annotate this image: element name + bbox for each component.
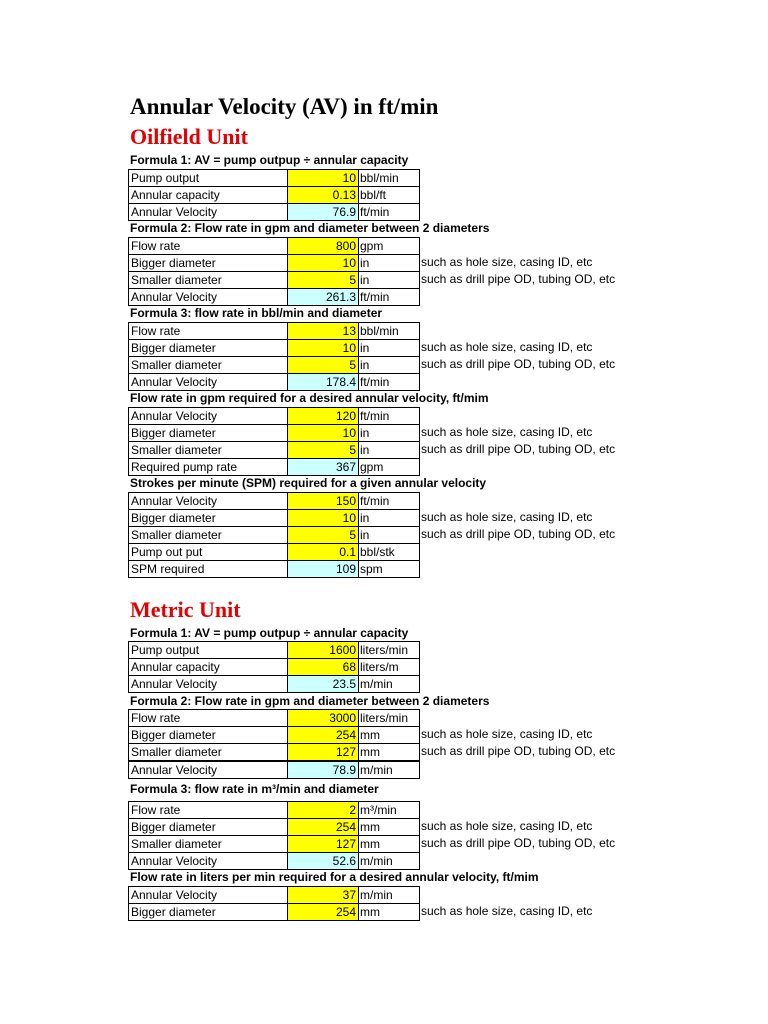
result-cell: 23.5 (287, 675, 359, 693)
input-cell[interactable]: 127 (287, 835, 359, 853)
unit-cell: ft/min (358, 407, 420, 425)
metric-section-title: Metric Unit (130, 597, 241, 622)
row-label: Bigger diameter (128, 254, 290, 272)
unit-cell: in (358, 339, 420, 357)
unit-cell: mm (358, 903, 420, 921)
table-row (128, 675, 728, 692)
table-row (128, 492, 728, 509)
input-cell[interactable]: 3000 (287, 709, 359, 727)
table-row (128, 288, 728, 305)
row-label: Annular capacity (128, 186, 290, 204)
table-row (128, 709, 728, 726)
unit-cell: spm (358, 560, 420, 578)
row-note: such as drill pipe OD, tubing OD, etc (421, 442, 616, 456)
row-note: such as drill pipe OD, tubing OD, etc (421, 836, 616, 850)
input-cell[interactable]: 120 (287, 407, 359, 425)
result-cell: 178.4 (287, 373, 359, 391)
row-label: Annular Velocity (128, 675, 290, 693)
unit-cell: mm (358, 835, 420, 853)
input-cell[interactable]: 10 (287, 169, 359, 187)
row-label: Flow rate (128, 801, 290, 819)
row-label: Flow rate (128, 709, 290, 727)
row-label: Annular Velocity (128, 203, 290, 221)
row-note: such as drill pipe OD, tubing OD, etc (421, 272, 616, 286)
oilfield-formula4-heading: Flow rate in gpm required for a desired annular velocity, ft/mim (130, 391, 489, 405)
row-label: Bigger diameter (128, 509, 290, 527)
table-row (128, 271, 728, 288)
metric-formula2-heading: Formula 2: Flow rate in gpm and diameter between 2 diameters (130, 694, 490, 708)
unit-cell: liters/min (358, 641, 420, 659)
input-cell[interactable]: 0.13 (287, 186, 359, 204)
row-label: Smaller diameter (128, 441, 290, 459)
page-title: Annular Velocity (AV) in ft/min (130, 94, 439, 119)
unit-cell: in (358, 424, 420, 442)
unit-cell: bbl/ft (358, 186, 420, 204)
unit-cell: m³/min (358, 801, 420, 819)
row-note: such as hole size, casing ID, etc (421, 340, 593, 354)
unit-cell: liters/m (358, 658, 420, 676)
input-cell[interactable]: 254 (287, 903, 359, 921)
input-cell[interactable]: 5 (287, 526, 359, 544)
table-row (128, 761, 728, 778)
result-cell: 78.9 (287, 761, 359, 779)
metric-formula3-heading: Formula 3: flow rate in m³/min and diameter (130, 782, 379, 796)
table-row (128, 818, 728, 835)
input-cell[interactable]: 37 (287, 886, 359, 904)
table-row (128, 726, 728, 743)
row-label: Annular Velocity (128, 761, 290, 779)
row-label: Annular Velocity (128, 852, 290, 870)
unit-cell: in (358, 526, 420, 544)
row-label: Smaller diameter (128, 526, 290, 544)
input-cell[interactable]: 68 (287, 658, 359, 676)
input-cell[interactable]: 2 (287, 801, 359, 819)
row-label: Annular capacity (128, 658, 290, 676)
metric-formula1-heading: Formula 1: AV = pump outpup ÷ annular capacity (130, 626, 409, 640)
table-row (128, 801, 728, 818)
input-cell[interactable]: 800 (287, 237, 359, 255)
row-label: Smaller diameter (128, 271, 290, 289)
row-label: Smaller diameter (128, 835, 290, 853)
table-row (128, 886, 728, 903)
unit-cell: ft/min (358, 288, 420, 306)
table-row (128, 641, 728, 658)
table-row (128, 356, 728, 373)
input-cell[interactable]: 5 (287, 356, 359, 374)
unit-cell: in (358, 356, 420, 374)
result-cell: 261.3 (287, 288, 359, 306)
unit-cell: bbl/stk (358, 543, 420, 561)
unit-cell: in (358, 271, 420, 289)
table-row (128, 852, 728, 869)
unit-cell: liters/min (358, 709, 420, 727)
unit-cell: in (358, 441, 420, 459)
unit-cell: m/min (358, 886, 420, 904)
input-cell[interactable]: 254 (287, 726, 359, 744)
table-row (128, 658, 728, 675)
input-cell[interactable]: 127 (287, 743, 359, 761)
row-label: Pump out put (128, 543, 290, 561)
table-row (128, 186, 728, 203)
row-note: such as drill pipe OD, tubing OD, etc (421, 744, 616, 758)
row-label: Annular Velocity (128, 407, 290, 425)
result-cell: 52.6 (287, 852, 359, 870)
oilfield-formula3-heading: Formula 3: flow rate in bbl/min and diameter (130, 306, 383, 320)
unit-cell: gpm (358, 237, 420, 255)
oilfield-formula2-heading: Formula 2: Flow rate in gpm and diameter between 2 diameters (130, 221, 490, 235)
unit-cell: m/min (358, 675, 420, 693)
row-label: SPM required (128, 560, 290, 578)
table-row (128, 560, 728, 577)
row-label: Bigger diameter (128, 424, 290, 442)
table-row (128, 526, 728, 543)
unit-cell: m/min (358, 761, 420, 779)
row-note: such as hole size, casing ID, etc (421, 425, 593, 439)
result-cell: 76.9 (287, 203, 359, 221)
result-cell: 109 (287, 560, 359, 578)
unit-cell: mm (358, 726, 420, 744)
unit-cell: ft/min (358, 203, 420, 221)
input-cell[interactable]: 254 (287, 818, 359, 836)
unit-cell: ft/min (358, 492, 420, 510)
row-label: Flow rate (128, 322, 290, 340)
row-note: such as drill pipe OD, tubing OD, etc (421, 527, 616, 541)
table-row (128, 407, 728, 424)
metric-formula4-heading: Flow rate in liters per min required for a desired annular velocity, ft/mim (130, 870, 539, 884)
table-row (128, 203, 728, 220)
table-row (128, 835, 728, 852)
table-row (128, 322, 728, 339)
row-note: such as drill pipe OD, tubing OD, etc (421, 357, 616, 371)
table-row (128, 373, 728, 390)
oilfield-section-title: Oilfield Unit (130, 124, 248, 149)
row-note: such as hole size, casing ID, etc (421, 727, 593, 741)
table-row (128, 339, 728, 356)
table-row (128, 543, 728, 560)
row-label: Annular Velocity (128, 886, 290, 904)
oilfield-formula5-heading: Strokes per minute (SPM) required for a given annular velocity (130, 476, 487, 490)
unit-cell: bbl/min (358, 322, 420, 340)
unit-cell: mm (358, 743, 420, 761)
table-row (128, 424, 728, 441)
row-label: Annular Velocity (128, 373, 290, 391)
input-cell[interactable]: 150 (287, 492, 359, 510)
input-cell[interactable]: 5 (287, 271, 359, 289)
row-label: Required pump rate (128, 458, 290, 476)
row-note: such as hole size, casing ID, etc (421, 510, 593, 524)
input-cell[interactable]: 10 (287, 254, 359, 272)
oilfield-formula1-heading: Formula 1: AV = pump outpup ÷ annular capacity (130, 153, 409, 167)
table-row (128, 458, 728, 475)
input-cell[interactable]: 10 (287, 509, 359, 527)
input-cell[interactable]: 10 (287, 339, 359, 357)
row-label: Bigger diameter (128, 726, 290, 744)
result-cell: 367 (287, 458, 359, 476)
table-row (128, 169, 728, 186)
table-row (128, 509, 728, 526)
row-label: Bigger diameter (128, 903, 290, 921)
row-label: Smaller diameter (128, 743, 290, 761)
unit-cell: m/min (358, 852, 420, 870)
table-row (128, 254, 728, 271)
input-cell[interactable]: 0.1 (287, 543, 359, 561)
row-label: Bigger diameter (128, 339, 290, 357)
row-label: Pump output (128, 641, 290, 659)
unit-cell: mm (358, 818, 420, 836)
row-label: Smaller diameter (128, 356, 290, 374)
input-cell[interactable]: 10 (287, 424, 359, 442)
unit-cell: gpm (358, 458, 420, 476)
unit-cell: ft/min (358, 373, 420, 391)
input-cell[interactable]: 5 (287, 441, 359, 459)
row-note: such as hole size, casing ID, etc (421, 904, 593, 918)
input-cell[interactable]: 13 (287, 322, 359, 340)
row-note: such as hole size, casing ID, etc (421, 255, 593, 269)
table-row (128, 903, 728, 920)
table-row (128, 237, 728, 254)
unit-cell: bbl/min (358, 169, 420, 187)
input-cell[interactable]: 1600 (287, 641, 359, 659)
table-row (128, 441, 728, 458)
row-label: Bigger diameter (128, 818, 290, 836)
table-row (128, 743, 728, 760)
row-label: Annular Velocity (128, 492, 290, 510)
row-label: Flow rate (128, 237, 290, 255)
row-label: Annular Velocity (128, 288, 290, 306)
row-note: such as hole size, casing ID, etc (421, 819, 593, 833)
row-label: Pump output (128, 169, 290, 187)
unit-cell: in (358, 509, 420, 527)
unit-cell: in (358, 254, 420, 272)
